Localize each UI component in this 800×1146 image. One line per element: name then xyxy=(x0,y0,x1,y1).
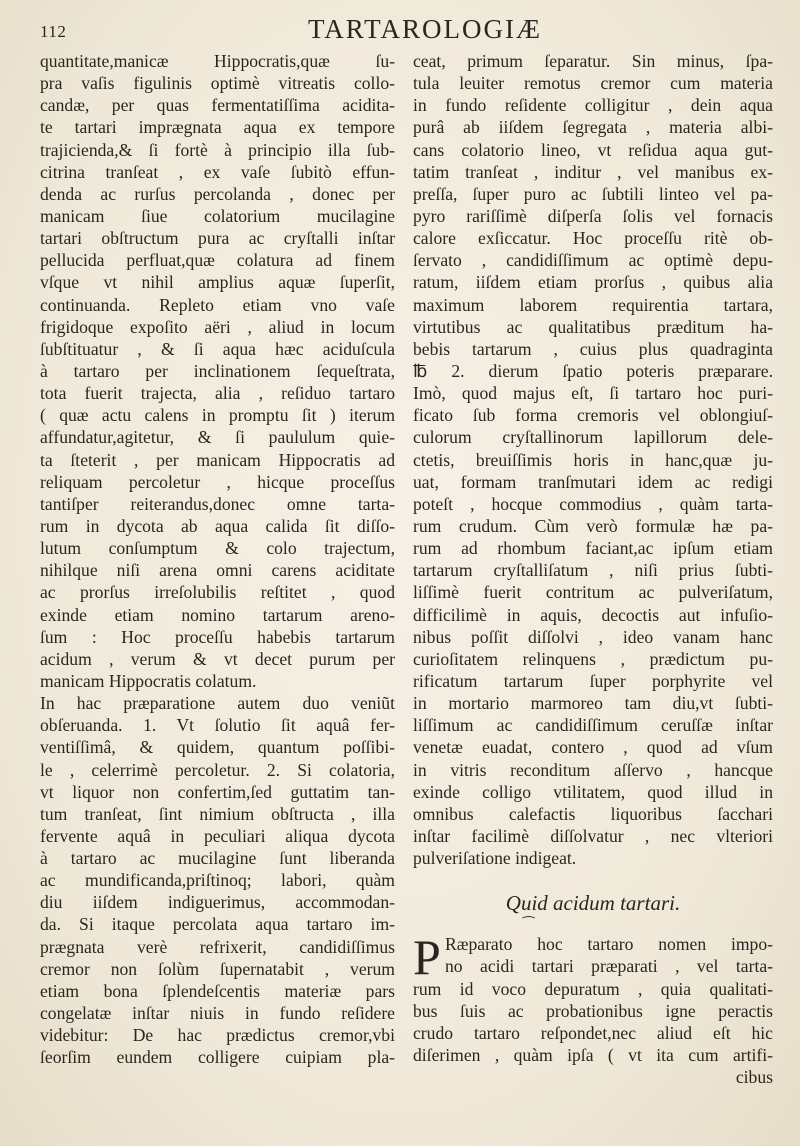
text-line: videbitur: De hac prædictus cremor,vbi xyxy=(40,1025,395,1046)
text-line: denda ac rurſus percolanda , donec per xyxy=(40,183,395,204)
text-line: manicam ſiue colatorium mucilagine xyxy=(40,205,395,226)
text-line: le , celerrimè percoletur. 2. Si colatoria, xyxy=(40,759,395,780)
text-line: calore exſiccatur. Hoc proceſſu ritè ob- xyxy=(413,228,773,249)
text-line: tantiſper reiterandus,donec omne tarta- xyxy=(40,493,395,514)
page-header xyxy=(40,14,770,44)
text-line: exinde colligo vtilitatem, quod illud in xyxy=(413,781,773,802)
text-line: Imò, quod majus eſt, ſi tartaro hoc puri- xyxy=(413,383,773,404)
text-line: pulveriſatione indigeat. xyxy=(413,848,577,869)
text-line: ſum : Hoc proceſſu habebis tartarum xyxy=(40,626,395,647)
text-line: exinde etiam nomino tartarum areno- xyxy=(40,604,395,625)
text-line: ventiſſimâ, & quidem, quantum poſſibi- xyxy=(40,737,395,758)
heading-ornament-glyph: ⁀ xyxy=(523,918,535,934)
text-line: pellucida perfluat,quæ colatura ad finem xyxy=(40,250,395,271)
text-line: preſſa, ſuper puro ac ſubtili linteo vel pa- xyxy=(413,183,773,204)
right-column-bottom-text xyxy=(413,978,773,1067)
text-line: bebis tartarum , cuius plus quadraginta xyxy=(413,338,773,359)
running-head: TARTAROLOGIÆ xyxy=(307,14,543,44)
text-line: difficilimè in aquis, decoctis aut infuſio- xyxy=(413,604,773,625)
text-line: bus ſuis ac probationibus igne peractis xyxy=(413,1000,773,1021)
text-line: nibus poſſit diſſolvi , ideo vanam hanc xyxy=(413,626,773,647)
text-line: ficato ſub forma cremoris vel oblongiuſ- xyxy=(413,405,773,426)
text-line: ratum, iiſdem etiam prorſus , quibus alia xyxy=(413,272,773,293)
text-line: vt liquor non confertim,ſed guttatim tan- xyxy=(40,781,395,802)
text-line: ctetis, breuiſſimis horis in hanc,quæ ju- xyxy=(413,449,773,470)
right-column-top-text xyxy=(413,50,773,869)
text-line: no acidi tartari præparati , vel tarta- xyxy=(445,956,773,977)
text-line: da. Si itaque percolata aqua tartaro im- xyxy=(40,914,395,935)
text-line: poteſt , hocque commodius , quàm tarta- xyxy=(413,493,773,514)
initial-paragraph-start xyxy=(413,929,773,986)
text-line: cans colatorio lineo, vt reſidua aqua gut- xyxy=(413,139,773,160)
text-line: à tartaro per inclinationem ſequeſtrata, xyxy=(40,360,395,381)
text-line: pyro rariſſimè diſperſa ſolis vel fornacis xyxy=(413,205,773,226)
text-line: tum tranſeat, ſint nimium obſtructa , illa xyxy=(40,803,395,824)
text-line: acidum , verum & vt decet purum per xyxy=(40,648,395,669)
text-line: ſubſtituatur , & ſi aqua hæc aciduſcula xyxy=(40,338,395,359)
text-line: omnibus calefactis liquoribus ſacchari xyxy=(413,803,773,824)
text-line: manicam Hippocratis colatum. xyxy=(40,670,257,691)
heading-ornament xyxy=(413,918,773,934)
text-line: liſſimè fuerit contritum ac pulveriſatum, xyxy=(413,582,773,603)
catchword: cibus xyxy=(735,1067,773,1088)
text-line: te tartari imprægnata aqua ex tempore xyxy=(40,117,395,138)
text-line: reliquam percoletur , hicque proceſſus xyxy=(40,471,395,492)
right-column xyxy=(413,50,773,1088)
text-line: tartari obſtructum pura ac cryſtalli inſtar xyxy=(40,228,395,249)
text-line: diu iiſdem indiguerimus, accommodan- xyxy=(40,892,395,913)
text-line: quantitate,manicæ Hippocratis,quæ ſu- xyxy=(40,51,395,71)
text-line: ( quæ actu calens in promptu ſit ) iterum xyxy=(40,405,395,426)
text-line: in fundo reſidente colligitur , dein aqua xyxy=(413,95,773,116)
left-column xyxy=(40,50,395,1068)
text-line: inſtar facilimè diſſolvatur , nec vlteriori xyxy=(413,825,773,846)
text-line: continuanda. Repleto etiam vno vaſe xyxy=(40,294,395,315)
text-line: rum ad rhombum faciant,ac ipſum etiam xyxy=(413,538,773,559)
text-line: fervente aquâ in peculiari aliqua dycota xyxy=(40,825,395,846)
text-line: tota fuerit trajecta, alia , reſiduo tartaro xyxy=(40,383,395,404)
text-line: vſque vt nihil amplius aquæ ſuperſit, xyxy=(40,272,395,293)
text-line: congelatæ inſtar niuis in fundo reſidere xyxy=(40,1003,395,1024)
text-line: Ræparato hoc tartaro nomen impo- xyxy=(445,934,773,955)
text-line: culorum cryſtallinorum lapillorum dele- xyxy=(413,427,773,448)
text-line: purâ ab iiſdem ſegregata , materia albi- xyxy=(413,117,773,138)
text-line: virtutibus ac qualitatibus præditum ha- xyxy=(413,316,773,337)
text-line: ac prorſus irreſolubilis reſtitet , quod xyxy=(40,582,395,603)
text-line: frigidoque expoſito aëri , aliud in locum xyxy=(40,316,395,337)
text-line: ſervato , candidiſſimum ac optimè depu- xyxy=(413,250,773,271)
text-line: prægnata verè refrixerit, candidiſſimus xyxy=(40,936,395,957)
text-line: rum id voco depuratum , quia qualitati- xyxy=(413,978,773,999)
text-line: candæ, per quas fermentatiſſima acidita- xyxy=(40,95,395,116)
text-line: diſerimen , quàm ipſa ( vt ita cum artifi- xyxy=(413,1044,773,1065)
text-line: In hac præparatione autem duo veniũt xyxy=(40,693,395,714)
text-line: tula leuiter remotus cremor cum materia xyxy=(413,73,773,94)
text-line: liſſimum ac candidiſſimum ceruſſæ inſtar xyxy=(413,715,773,736)
text-line: nihilque niſi arena omni carens aciditate xyxy=(40,560,395,581)
text-line: affundatur,agitetur, & ſi paululum quie- xyxy=(40,427,395,448)
text-line: uat, formam tranſmutari idem ac redigi xyxy=(413,471,773,492)
section-heading: Quid acidum tartari. xyxy=(505,891,681,916)
drop-cap: P xyxy=(413,929,441,986)
text-line: tartarum cryſtalliſatum , niſi prius ſubti- xyxy=(413,560,773,581)
text-line: trajicienda,& ſi fortè à principio illa ſub- xyxy=(40,139,395,160)
text-line: citrina tranſeat , ex vaſe ſubitò effun- xyxy=(40,161,395,182)
text-line: ac mundificanda,priſtinoq; labori, quàm xyxy=(40,870,395,891)
text-line: crudo tartaro reſpondet,nec aliud eſt hic xyxy=(413,1022,773,1043)
text-line: ta ſteterit , per manicam Hippocratis ad xyxy=(40,449,395,470)
text-line: rum in dycota ab aqua calida ſit diſſo- xyxy=(40,515,395,536)
text-line: cremor non ſolùm ſupernatabit , verum xyxy=(40,958,395,979)
text-line: maximum laborem requirentia tartara, xyxy=(413,294,773,315)
text-line: etiam bona ſplendeſcentis materiæ pars xyxy=(40,980,395,1001)
text-line: lutum conſumptum & colo trajectum, xyxy=(40,538,395,559)
text-line: in mortario marmoreo tam diu,vt ſubti- xyxy=(413,693,773,714)
text-line: ceat, primum ſeparatur. Sin minus, ſpa- xyxy=(413,51,773,71)
text-line: pra vaſis figulinis optimè vitreatis collo- xyxy=(40,73,395,94)
text-line: ſeorſim eundem colligere cuipiam pla- xyxy=(40,1047,395,1068)
text-line: curioſitatem relinquens , prædictum pu- xyxy=(413,648,773,669)
text-line: ℔ 2. dierum ſpatio poteris præparare. xyxy=(413,360,773,381)
text-line: in vitris reconditum aſſervo , hancque xyxy=(413,759,773,780)
text-line: venetæ euadat, contero , quod ad vſum xyxy=(413,737,773,758)
text-line: obſeruanda. 1. Vt ſolutio ſit aquâ fer- xyxy=(40,715,395,736)
page-number: 112 xyxy=(40,22,67,41)
text-line: tatim tranſeat , inditur , vel manibus ex- xyxy=(413,161,773,182)
text-line: rificatum tartarum ſuper porphyrite vel xyxy=(413,670,773,691)
text-line: à tartaro ac mucilagine ſunt liberanda xyxy=(40,848,395,869)
text-line: rum crudum. Cùm verò formulæ hæ pa- xyxy=(413,515,773,536)
